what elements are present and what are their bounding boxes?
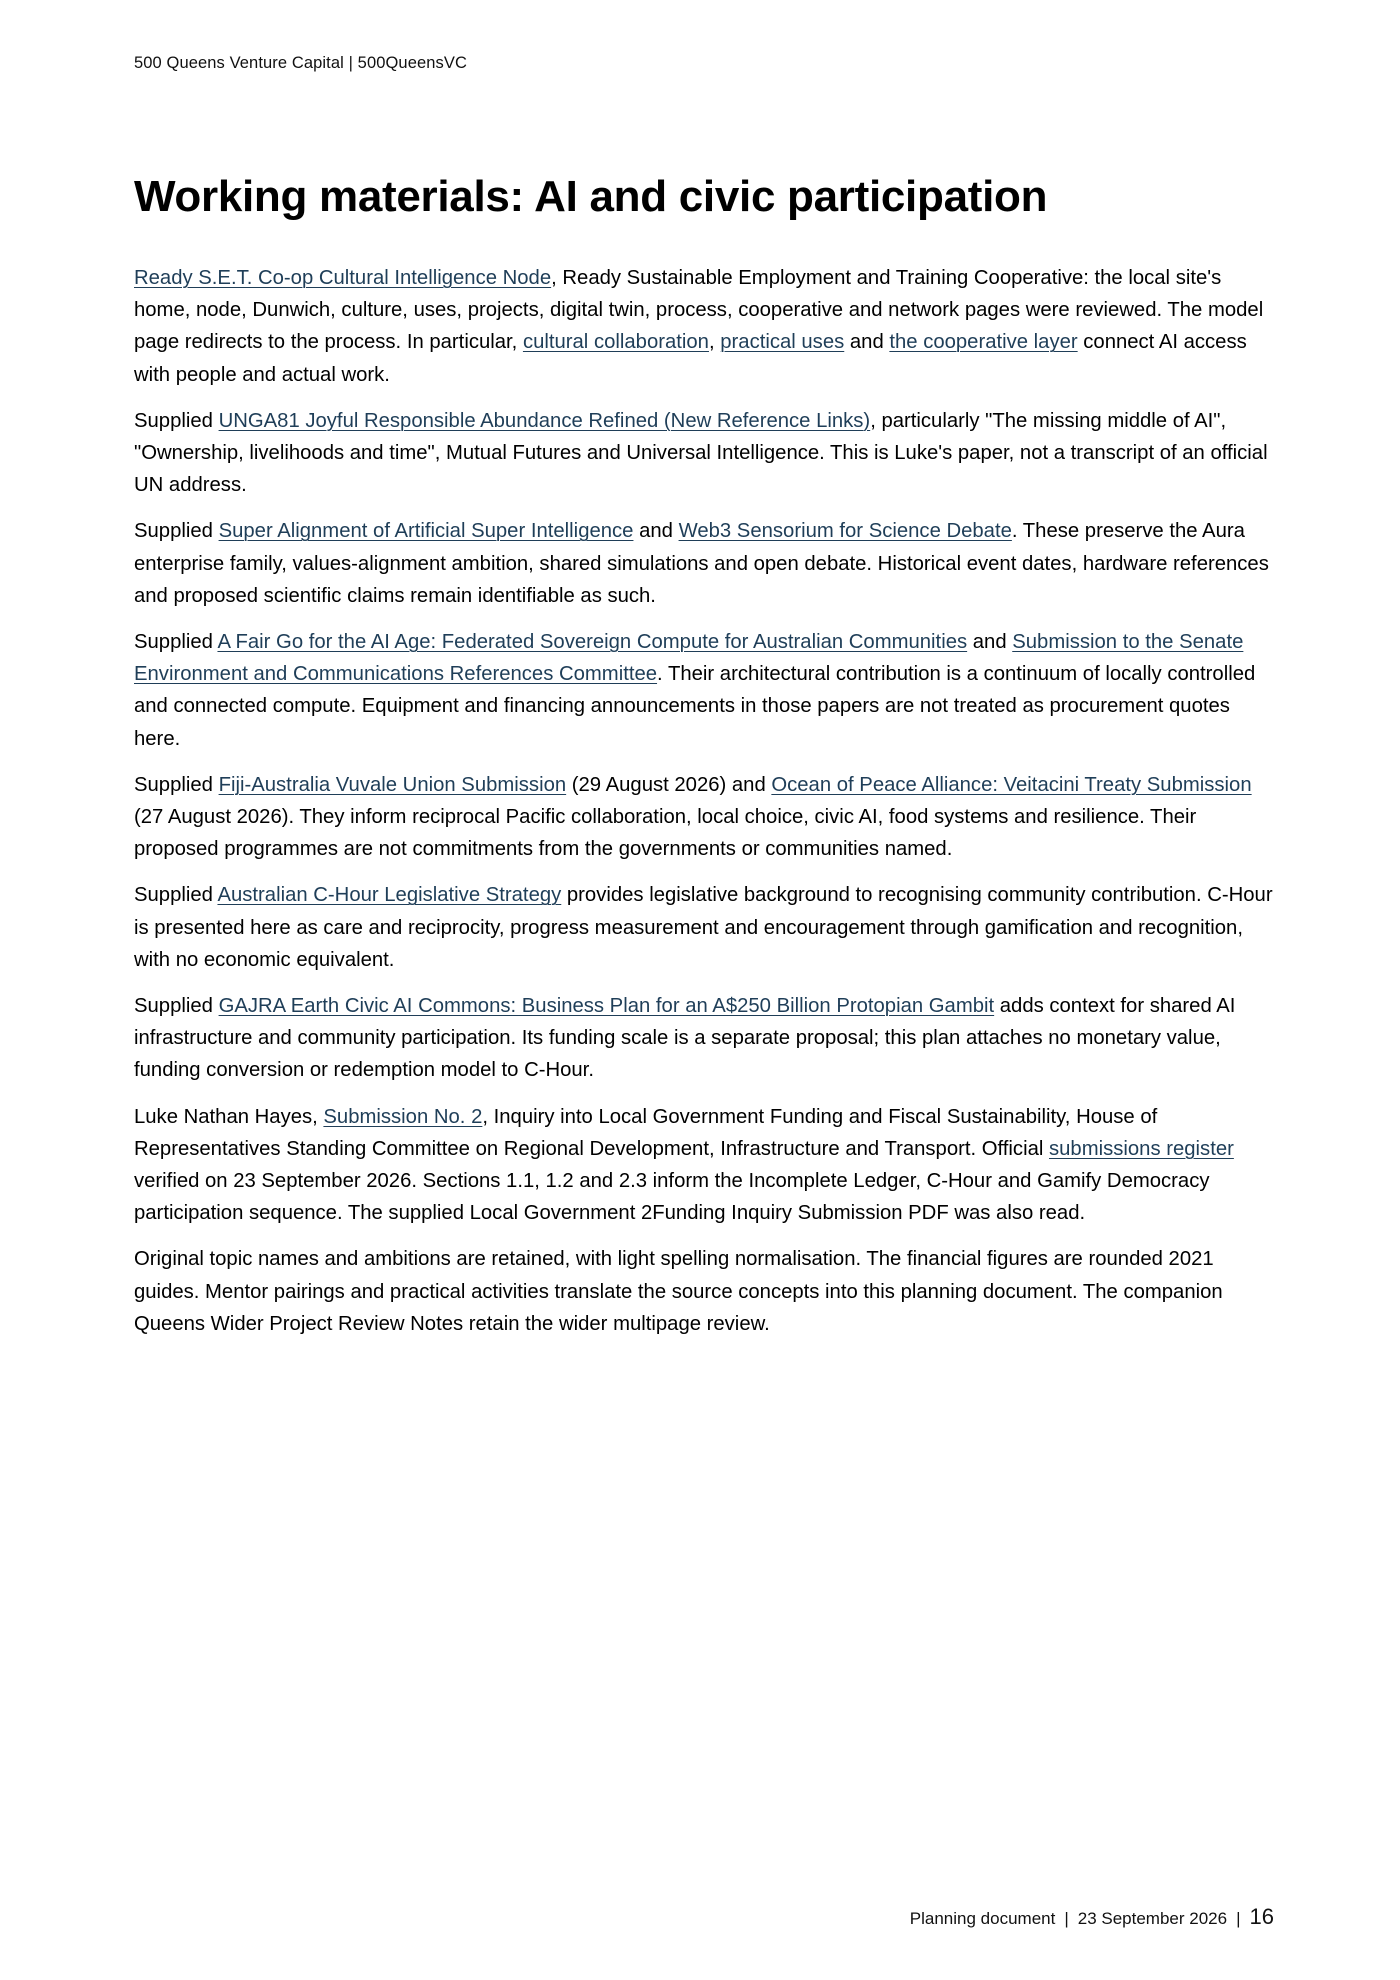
reference-link[interactable]: cultural collaboration — [522, 331, 709, 354]
paragraph-text: , Inquiry into Local Government Funding and Fiscal Sustainability, House of Representatives Standing Committee on Regional Development, Infrastructure and Transport. Official — [134, 1105, 1158, 1160]
footer-doc-type: Planning document — [909, 1909, 1056, 1928]
paragraph-text: and — [844, 331, 890, 354]
paragraph-text: provides legislative background to recognising community contribution. C-Hour is presented here as care and reciprocity, progress measurement and encouragement through gamification and recognition, with no economic equivalent. — [134, 884, 1273, 971]
body-paragraph — [134, 515, 1274, 612]
body-paragraph — [134, 769, 1274, 866]
paragraph-text: and — [967, 631, 1013, 654]
paragraph-text: Luke Nathan Hayes, — [134, 1105, 324, 1128]
reference-link[interactable]: Australian C-Hour Legislative Strategy — [217, 884, 562, 907]
footer-separator: | — [1064, 1909, 1069, 1928]
body-paragraph — [134, 1101, 1274, 1230]
body-paragraph — [134, 626, 1274, 755]
body-paragraph — [134, 405, 1274, 502]
reference-link[interactable]: A Fair Go for the AI Age: Federated Sovereign Compute for Australian Communities — [217, 631, 968, 654]
paragraph-text: Supplied — [134, 884, 218, 907]
paragraph-text: Original topic names and ambitions are retained, with light spelling normalisation. The financial figures are rounded 2021 guides. Mentor pairings and practical activities translate the source concepts into this planning document. The companion Queens Wider Project Review Notes retain the wider multipage review. — [134, 1248, 1223, 1335]
footer-separator: | — [1236, 1909, 1241, 1928]
reference-link[interactable]: Submission No. 2 — [323, 1105, 483, 1128]
paragraph-text: , particularly "The missing middle of AI", "Ownership, livelihoods and time", Mutual Futures and Universal Intelligence. This is Luke's paper, not a transcript of an official UN address. — [134, 409, 1268, 497]
reference-link[interactable]: Submission to the Senate Environment and Communications References Committee — [134, 631, 1244, 686]
running-header: 500 Queens Venture Capital | 500QueensVC — [134, 54, 468, 72]
body-paragraph — [134, 879, 1274, 976]
paragraph-text: (27 August 2026). They inform reciprocal Pacific collaboration, local choice, civic AI, food systems and resilience. Their proposed programmes are not commitments from the governments or communities named. — [134, 806, 1197, 861]
paragraph-text: (29 August 2026) and — [566, 773, 772, 796]
body-paragraph — [134, 1243, 1274, 1340]
page-footer — [910, 1904, 1274, 1930]
footer-date: 23 September 2026 — [1077, 1909, 1228, 1928]
page-title: Working materials: AI and civic participation — [134, 172, 1048, 221]
body-paragraph — [134, 262, 1274, 391]
paragraph-text: . Their architectural contribution is a continuum of locally controlled and connected compute. Equipment and financing announcements in those papers are not treated as procurement quotes here. — [134, 663, 1256, 750]
body-paragraph — [134, 990, 1274, 1087]
reference-link[interactable]: Super Alignment of Artificial Super Intelligence — [218, 520, 634, 543]
paragraph-text: Supplied — [134, 631, 218, 654]
document-body — [134, 262, 1274, 1354]
paragraph-text: adds context for shared AI infrastructure and community participation. Its funding scale is a separate proposal; this plan attaches no monetary value, funding conversion or redemption model to C-Hour. — [134, 995, 1236, 1082]
page-number: 16 — [1249, 1904, 1274, 1929]
reference-link[interactable]: Fiji-Australia Vuvale Union Submission — [218, 773, 567, 796]
reference-link[interactable]: submissions register — [1049, 1137, 1234, 1160]
paragraph-text: . These preserve the Aura enterprise family, values-alignment ambition, shared simulations and open debate. Historical event dates, hardware references and proposed scientific claims remain identifiable as such. — [134, 520, 1269, 607]
paragraph-text: connect AI access with people and actual work. — [134, 331, 1247, 386]
paragraph-text: and — [633, 520, 679, 543]
reference-link[interactable]: the cooperative layer — [889, 331, 1078, 354]
reference-link[interactable]: UNGA81 Joyful Responsible Abundance Refined (New Reference Links) — [218, 409, 871, 432]
reference-link[interactable]: Web3 Sensorium for Science Debate — [678, 520, 1012, 543]
paragraph-text: , — [708, 331, 721, 354]
paragraph-text: Supplied — [134, 520, 219, 543]
reference-link[interactable]: practical uses — [720, 331, 845, 354]
reference-link[interactable]: Ocean of Peace Alliance: Veitacini Treaty Submission — [771, 773, 1252, 796]
paragraph-text: Supplied — [134, 995, 219, 1018]
paragraph-text: verified on 23 September 2026. Sections 1.1, 1.2 and 2.3 inform the Incomplete Ledger, C-Hour and Gamify Democracy participation sequence. The supplied Local Government 2Funding Inquiry Submission PDF was also read. — [134, 1170, 1210, 1225]
reference-link[interactable]: Ready S.E.T. Co-op Cultural Intelligence Node — [134, 267, 552, 289]
paragraph-text: , Ready Sustainable Employment and Training Cooperative: the local site's home, node, Dunwich, culture, uses, projects, digital twin, process, cooperative and network pages were reviewed. The model page redirects to the process. In particular, — [134, 267, 1264, 354]
paragraph-text: Supplied — [134, 773, 219, 796]
paragraph-text: Supplied — [134, 409, 219, 432]
reference-link[interactable]: GAJRA Earth Civic AI Commons: Business Plan for an A$250 Billion Protopian Gambit — [218, 995, 995, 1018]
